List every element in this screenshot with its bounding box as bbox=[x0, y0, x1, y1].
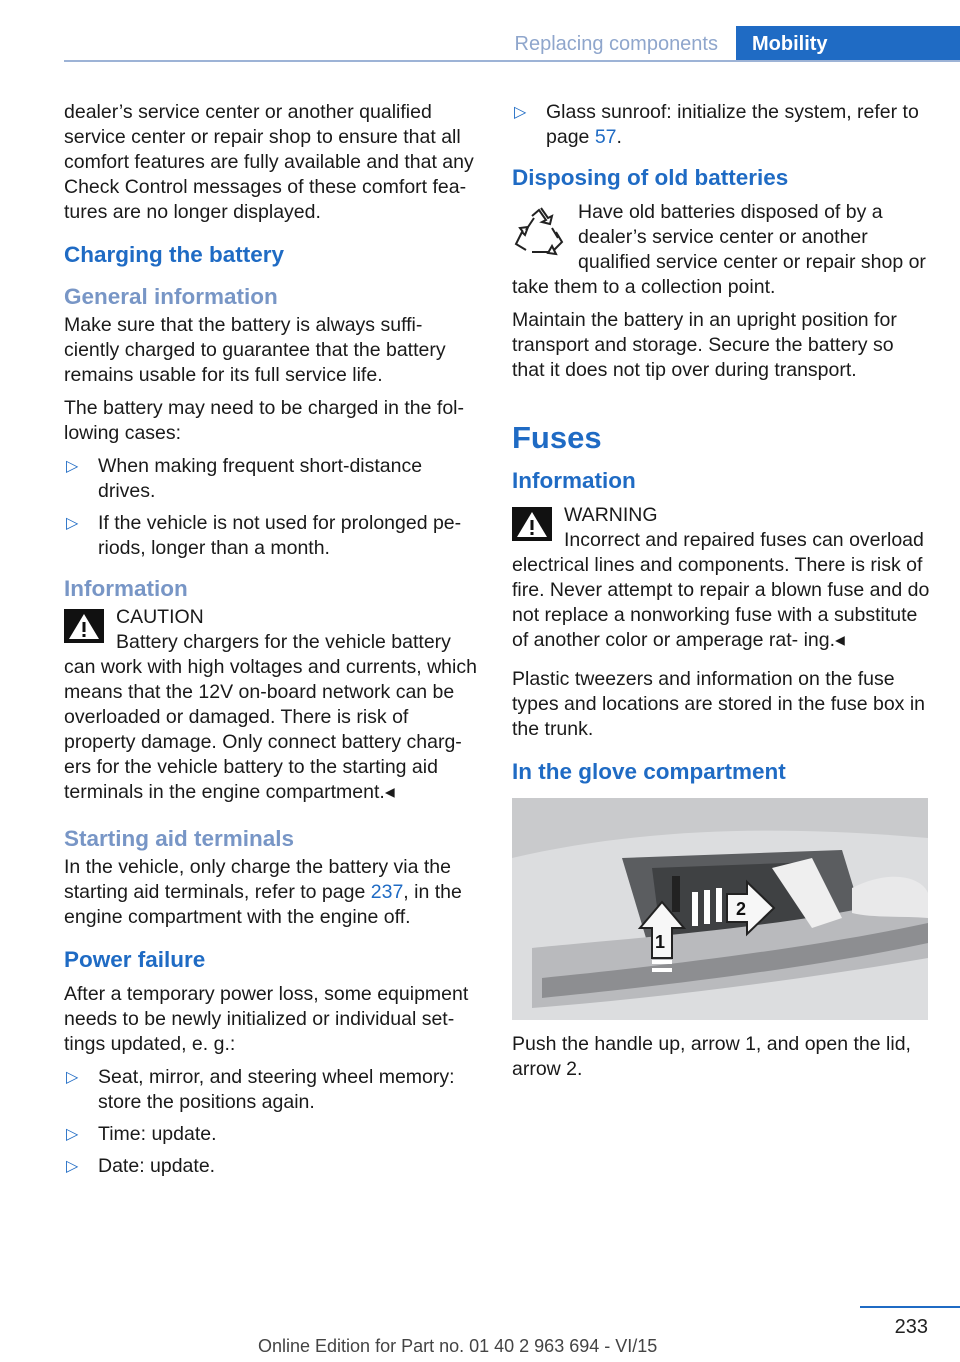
warning-label: WARNING bbox=[564, 504, 658, 526]
list-item: ▷ When making frequent short-distance drives. bbox=[66, 455, 423, 502]
footer-divider bbox=[860, 1306, 960, 1308]
figure-caption: Push the handle up, arrow 1, and open the lid, arrow 2. bbox=[512, 1033, 911, 1080]
starting-aid-paragraph: In the vehicle, only charge the battery via the starting aid terminals, refer to page 237, in the engine compartment with the engine off. bbox=[64, 856, 462, 928]
general-paragraph-1: Make sure that the battery is always suffi‐ ciently charged to guarantee that the battery remains usable for its full service life. bbox=[64, 314, 446, 386]
list-item: ▷ Glass sunroof: initialize the system, refer to page 57. bbox=[514, 101, 919, 148]
arrow-2-label: 2 bbox=[736, 899, 747, 919]
charging-cases-list bbox=[64, 454, 482, 561]
bullet-triangle-icon: ▷ bbox=[66, 1069, 79, 1086]
disposing-paragraph: Have old batteries disposed of by a dealer’s service center or another qualified service center or repair shop or take them to a collection point. bbox=[512, 201, 926, 298]
footer-edition: Online Edition for Part no. 01 40 2 963 694 - VI/15 bbox=[258, 1336, 658, 1356]
bullet-triangle-icon: ▷ bbox=[66, 458, 79, 475]
recycle-icon bbox=[512, 206, 566, 260]
glove-compartment-illustration bbox=[512, 798, 928, 1020]
general-paragraph-2: The battery may need to be charged in the fol‐ lowing cases: bbox=[64, 397, 464, 444]
bullet-triangle-icon: ▷ bbox=[66, 515, 79, 532]
heading-information: Information bbox=[64, 576, 188, 601]
heading-glove-compartment: In the glove compartment bbox=[512, 759, 786, 784]
caution-text: Battery chargers for the vehicle battery can work with high voltages and currents, which means that the 12V on-board network can be overloaded or damaged. There is risk of property damage. Only connect battery charg‐ ers for the vehicle battery to the starting aid terminals in the engine compartment.◂ bbox=[64, 631, 477, 803]
heading-disposing-batteries: Disposing of old batteries bbox=[512, 165, 789, 190]
warning-triangle-icon bbox=[64, 609, 104, 643]
heading-fuses: Fuses bbox=[512, 420, 602, 455]
heading-general-information: General information bbox=[64, 284, 278, 309]
header-tab-mobility[interactable]: Mobility bbox=[736, 26, 960, 62]
glove-compartment-photo bbox=[512, 798, 928, 1020]
header-divider bbox=[64, 60, 960, 62]
power-failure-paragraph: After a temporary power loss, some equipment needs to be newly initialized or individual set‐ tings updated, e. g.: bbox=[64, 983, 469, 1055]
power-failure-list bbox=[64, 1065, 482, 1179]
left-column bbox=[64, 100, 482, 1187]
right-column bbox=[512, 100, 930, 1090]
bullet-triangle-icon: ▷ bbox=[514, 104, 527, 121]
list-item: ▷ Seat, mirror, and steering wheel memory: store the positions again. bbox=[66, 1066, 455, 1113]
header-section-title: Replacing components bbox=[514, 33, 718, 55]
heading-charging-battery: Charging the battery bbox=[64, 242, 285, 267]
list-item: ▷ Time: update. bbox=[66, 1123, 217, 1145]
tweezers-paragraph: Plastic tweezers and information on the fuse types and locations are stored in the fuse box in the trunk. bbox=[512, 668, 926, 740]
page-link-57[interactable]: 57 bbox=[594, 126, 617, 148]
list-item: ▷ Date: update. bbox=[66, 1155, 216, 1177]
bullet-triangle-icon: ▷ bbox=[66, 1126, 79, 1143]
maintain-paragraph: Maintain the battery in an upright position for transport and storage. Secure the battery so that it does not tip over during transport. bbox=[512, 309, 897, 381]
heading-fuses-information: Information bbox=[512, 468, 636, 493]
caution-block bbox=[64, 605, 482, 805]
warning-block bbox=[512, 503, 930, 653]
warning-triangle-icon bbox=[512, 507, 552, 541]
heading-starting-aid-terminals: Starting aid terminals bbox=[64, 826, 295, 851]
caution-label: CAUTION bbox=[116, 606, 204, 628]
page-number: 233 bbox=[894, 1316, 928, 1338]
heading-power-failure: Power failure bbox=[64, 947, 206, 972]
page-link-237[interactable]: 237 bbox=[370, 881, 404, 903]
sunroof-list bbox=[512, 100, 930, 150]
list-item: ▷ If the vehicle is not used for prolonged pe‐ riods, longer than a month. bbox=[66, 512, 462, 559]
arrow-1-label: 1 bbox=[655, 932, 666, 952]
intro-paragraph: dealer’s service center or another qualified service center or repair shop to ensure that all comfort features are fully available and that any Check Control messages of these comfort fea‐ tures are no longer displayed. bbox=[64, 101, 474, 223]
bullet-triangle-icon: ▷ bbox=[66, 1158, 79, 1175]
warning-text: Incorrect and repaired fuses can overload electrical lines and components. There is risk of fire. Never attempt to repair a blown fuse and do not replace a nonworking fuse with a substitute of another color or amperage rat‐ ing.◂ bbox=[512, 529, 930, 651]
